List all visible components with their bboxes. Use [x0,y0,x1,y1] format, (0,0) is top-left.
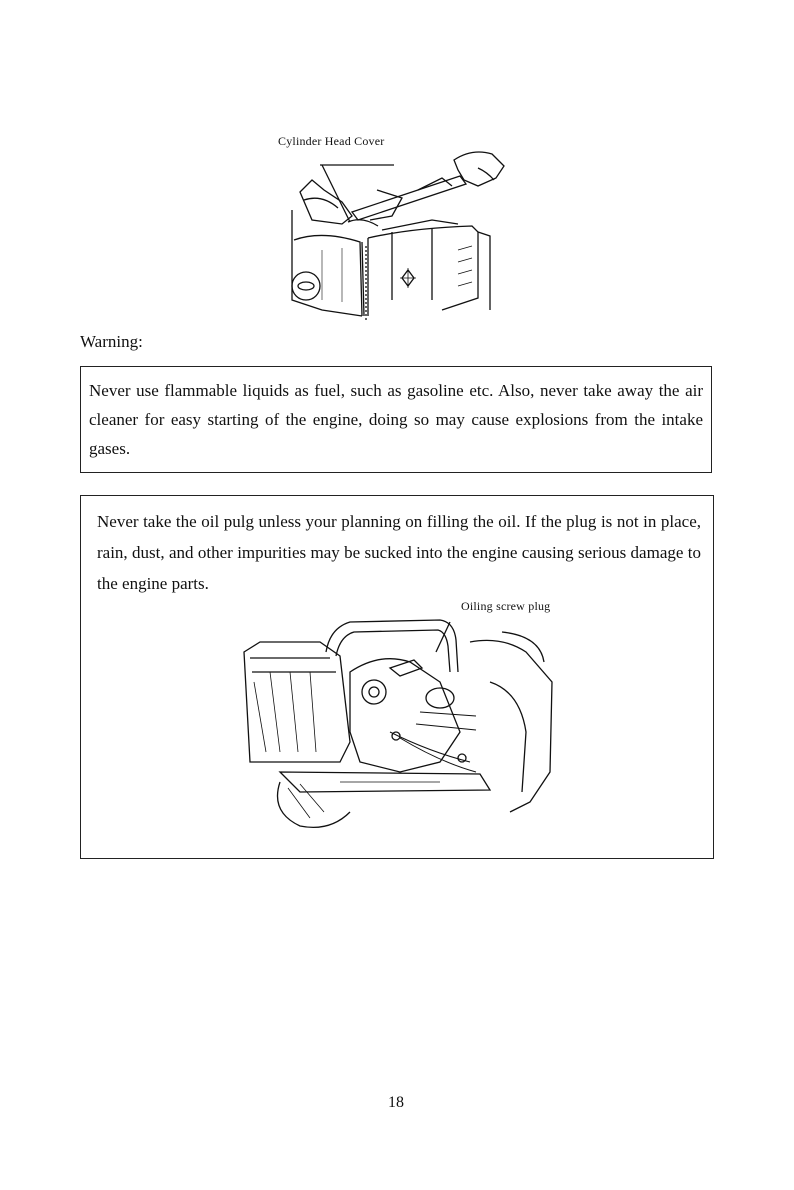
oiling-screw-plug-figure [240,612,560,832]
warning-box [80,366,712,473]
oil-plug-note-text: Never take the oil pulg unless your planning on filling the oil. If the plug is not in place, rain, dust, and other impurities may be sucked into the engine causing serious damage to the engine parts. [97,512,701,593]
warning-heading: Warning: [80,332,143,351]
warning-text: Never use flammable liquids as fuel, such as gasoline etc. Also, never take away the air cleaner for easy starting of the engine, doing so may cause explosions from the intake gases. [89,381,703,458]
cylinder-head-cover-figure [282,150,514,322]
cylinder-head-cover-label: Cylinder Head Cover [278,134,385,148]
oiling-screw-plug-label: Oiling screw plug [461,599,551,613]
page-number: 18 [388,1094,404,1111]
